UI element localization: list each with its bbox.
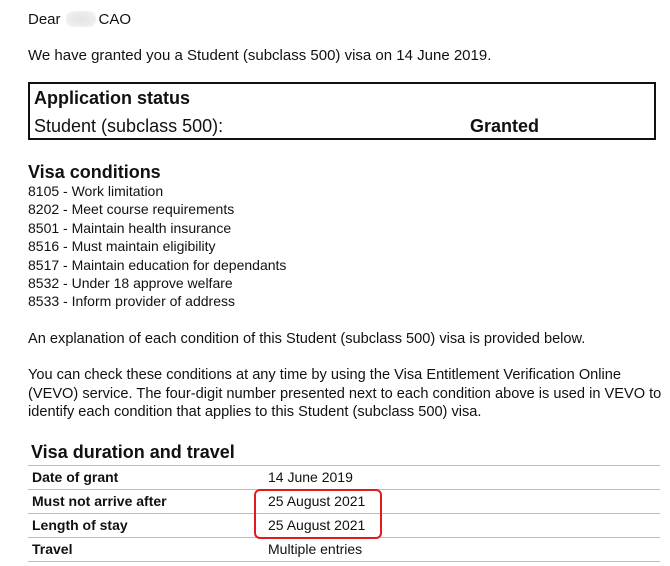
redacted-given-name [66,11,96,27]
visa-duration-heading: Visa duration and travel [31,442,235,462]
condition-item: 8501 - Maintain health insurance [28,219,232,236]
table-row [28,538,660,562]
red-highlight-box [254,489,382,539]
vevo-paragraph: You can check these conditions at any time by using the Visa Entitlement Verification Online (VEVO) service. The four-digit number presented next to each condition above is used in VEVO to identify each condition that applies to this Student (subclass 500) visa. [28,367,662,420]
row-label-must-not-arrive-after: Must not arrive after [28,490,260,514]
visa-conditions-list [28,182,286,311]
status-value: Granted [470,116,540,136]
row-label-travel: Travel [28,538,260,562]
table-row [28,466,660,490]
condition-item: 8517 - Maintain education for dependants [28,256,287,273]
condition-item: 8532 - Under 18 approve welfare [28,275,233,292]
condition-item: 8202 - Meet course requirements [28,201,235,218]
conditions-explanation-paragraph: An explanation of each condition of this Student (subclass 500) visa is provided below. [28,331,586,347]
application-status-heading: Application status [34,88,191,108]
application-status-box [28,82,656,140]
row-value-date-of-grant: 14 June 2019 [260,466,660,490]
condition-item: 8533 - Inform provider of address [28,293,235,310]
row-value-travel: Multiple entries [260,538,660,562]
condition-item: 8105 - Work limitation [28,183,164,199]
row-value-must-not-arrive-after: 25 August 2021 [260,490,660,514]
greeting-salutation: Dear [28,11,61,28]
row-label-length-of-stay: Length of stay [28,514,260,538]
greeting-surname: CAO [98,11,132,28]
condition-item: 8516 - Must maintain eligibility [28,238,216,255]
row-label-date-of-grant: Date of grant [28,466,260,490]
visa-subclass-label: Student (subclass 500): [34,116,224,136]
grant-intro-text: We have granted you a Student (subclass 500) visa on 14 June 2019. [28,47,492,64]
row-value-length-of-stay: 25 August 2021 [260,514,660,538]
greeting-line [28,11,131,29]
visa-conditions-heading: Visa conditions [28,162,161,182]
